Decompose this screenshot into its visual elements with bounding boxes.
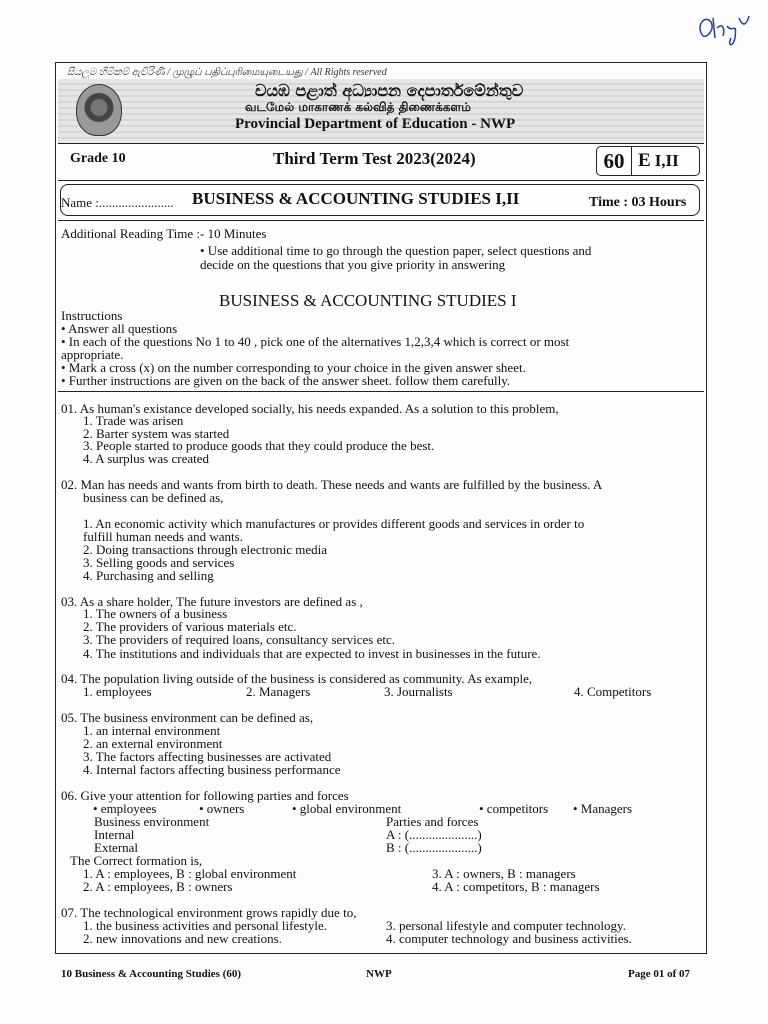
answer-option: 3. The providers of required loans, consultancy services etc. bbox=[83, 632, 396, 647]
dept-title: Provincial Department of Education - NWP bbox=[235, 116, 516, 132]
answer-option: 4. computer technology and business activities. bbox=[386, 931, 632, 946]
answer-option: 2. Doing transactions through electronic media bbox=[83, 542, 328, 557]
paper-code: 60 bbox=[597, 147, 632, 175]
time-label: Time : 03 Hours bbox=[589, 195, 687, 210]
answer-option: 4. The institutions and individuals that are expected to invest in businesses in the future. bbox=[83, 646, 541, 661]
parts-code: I,II bbox=[654, 151, 679, 170]
reading-time-label: Additional Reading Time :- 10 Minutes bbox=[61, 226, 267, 241]
instruction-line: appropriate. bbox=[61, 347, 124, 362]
answer-option: 2. new innovations and new creations. bbox=[83, 931, 282, 946]
answer-option: fulfill human needs and wants. bbox=[83, 529, 243, 544]
rights-line: සියලුම හිමිකම් ඇවිරිණි / முழுப் பதிப்புரிமையுடையது / All Rights reserved bbox=[67, 67, 387, 78]
name-field: Name :....................... bbox=[61, 195, 174, 210]
answer-option: 3. People started to produce goods that they could produce the best. bbox=[83, 438, 435, 453]
list-item: • global environment bbox=[292, 801, 402, 816]
footer-left: 10 Business & Accounting Studies (60) bbox=[61, 968, 242, 980]
answer-option: 2. A : employees, B : owners bbox=[83, 879, 233, 894]
answer-option: 1. The owners of a business bbox=[83, 606, 228, 621]
answer-option: 4. Purchasing and selling bbox=[83, 568, 214, 583]
answer-option: 4. A : competitors, B : managers bbox=[432, 879, 600, 894]
test-title: Third Term Test 2023(2024) bbox=[273, 149, 476, 168]
list-item: • Managers bbox=[573, 801, 633, 816]
answer-option: 4. Competitors bbox=[574, 684, 652, 699]
answer-option: 3. The factors affecting businesses are activated bbox=[83, 749, 332, 764]
table-header: Parties and forces bbox=[386, 814, 479, 829]
reading-time-note: decide on the questions that you give priority in answering bbox=[200, 257, 506, 272]
instruction-line: • Answer all questions bbox=[61, 321, 178, 336]
question-stem: The Correct formation is, bbox=[70, 853, 203, 868]
answer-option: 2. an external environment bbox=[83, 736, 223, 751]
question-stem: 06. Give your attention for following parties and forces bbox=[61, 788, 349, 803]
answer-option: 1. the business activities and personal lifestyle. bbox=[83, 918, 328, 933]
instruction-line: • Further instructions are given on the back of the answer sheet. follow them carefully. bbox=[61, 373, 511, 388]
footer-center: NWP bbox=[366, 968, 392, 980]
subject-title: BUSINESS & ACCOUNTING STUDIES I,II bbox=[192, 189, 520, 208]
instruction-line: • In each of the questions No 1 to 40 , pick one of the alternatives 1,2,3,4 which is correct or most bbox=[61, 334, 570, 349]
instructions-heading: Instructions bbox=[61, 308, 123, 323]
answer-option: 3. personal lifestyle and computer technology. bbox=[386, 918, 626, 933]
tamil-dept-title: வடமேல் மாகாணக் கல்வித் திணைக்களம் bbox=[245, 100, 471, 114]
table-cell: A : (.....................) bbox=[386, 827, 482, 842]
question-stem: 03. As a share holder, The future investors are defined as , bbox=[61, 594, 363, 609]
medium-code: E bbox=[638, 150, 651, 171]
answer-option: 1. A : employees, B : global environment bbox=[83, 866, 297, 881]
sinhala-dept-title: වයඹ පළාත් අධ්‍යාපන දෙපාර්තමේන්තුව bbox=[255, 81, 524, 100]
reading-time-note: • Use additional time to go through the question paper, select questions and bbox=[200, 243, 592, 258]
answer-option: 1. employees bbox=[83, 684, 152, 699]
answer-option: 4. A surplus was created bbox=[83, 451, 210, 466]
list-item: • owners bbox=[199, 801, 245, 816]
answer-option: 1. An economic activity which manufactures or provides different goods and services in order to bbox=[83, 516, 585, 531]
grade-label: Grade 10 bbox=[70, 151, 126, 166]
answer-option: 2. Barter system was started bbox=[83, 426, 230, 441]
question-stem: business can be defined as, bbox=[83, 490, 224, 505]
answer-option: 4. Internal factors affecting business performance bbox=[83, 762, 341, 777]
question-stem: 02. Man has needs and wants from birth to death. These needs and wants are fulfilled by the business. A bbox=[61, 477, 603, 492]
answer-option: 3. Selling goods and services bbox=[83, 555, 235, 570]
question-stem: 05. The business environment can be defined as, bbox=[61, 710, 314, 725]
table-header: Business environment bbox=[94, 814, 210, 829]
divider bbox=[58, 391, 704, 392]
list-item: • competitors bbox=[479, 801, 549, 816]
answer-option: 2. Managers bbox=[246, 684, 311, 699]
list-item: • employees bbox=[93, 801, 157, 816]
paper-code-box bbox=[596, 146, 700, 176]
question-stem: 01. As human's existance developed socially, his needs expanded. As a solution to this problem, bbox=[61, 401, 559, 416]
answer-option: 1. an internal environment bbox=[83, 723, 221, 738]
answer-option: 3. A : owners, B : managers bbox=[432, 866, 576, 881]
instruction-line: • Mark a cross (x) on the number corresponding to your choice in the given answer sheet. bbox=[61, 360, 526, 375]
table-cell: Internal bbox=[94, 827, 135, 842]
question-stem: 04. The population living outside of the business is considered as community. As example, bbox=[61, 671, 533, 686]
page-number: Page 01 of 07 bbox=[628, 968, 691, 980]
answer-option: 1. Trade was arisen bbox=[83, 413, 184, 428]
divider bbox=[58, 220, 704, 221]
divider bbox=[58, 180, 704, 181]
table-cell: B : (.....................) bbox=[386, 840, 482, 855]
table-cell: External bbox=[94, 840, 139, 855]
paper-title: BUSINESS & ACCOUNTING STUDIES I bbox=[219, 291, 517, 310]
answer-option: 2. The providers of various materials etc. bbox=[83, 619, 297, 634]
emblem-icon bbox=[76, 84, 122, 136]
answer-option: 3. Journalists bbox=[384, 684, 453, 699]
question-stem: 07. The technological environment grows rapidly due to, bbox=[61, 905, 357, 920]
signature-mark bbox=[693, 8, 753, 50]
